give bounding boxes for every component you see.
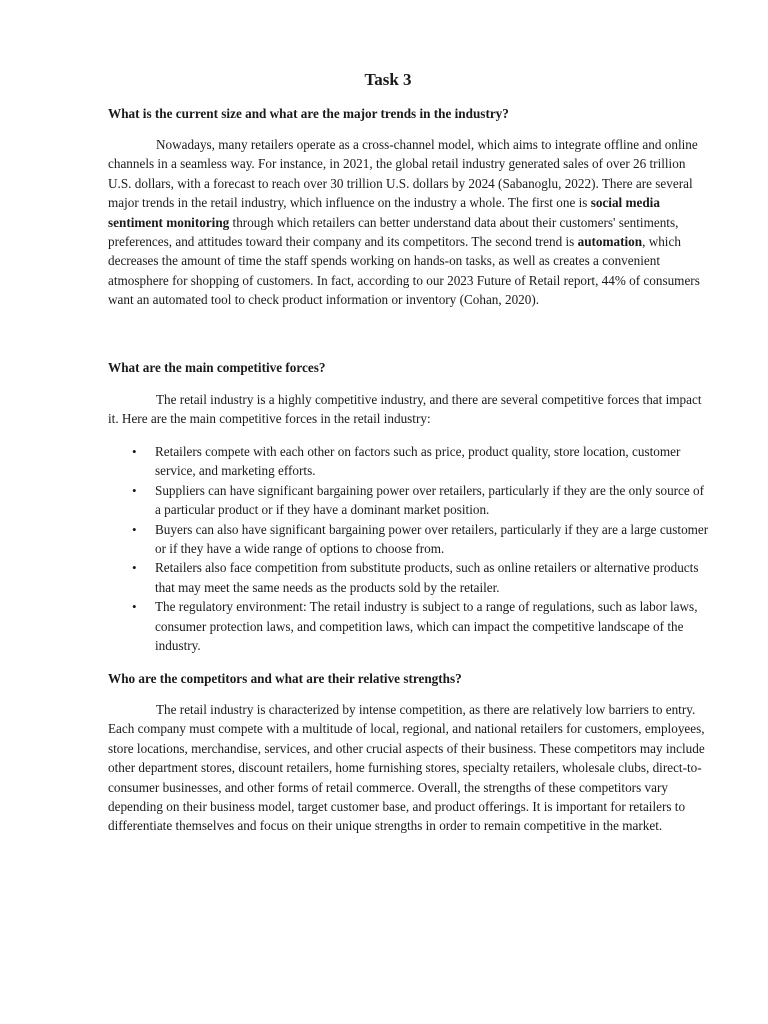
bullet-symbol: • bbox=[132, 560, 137, 576]
text-run: through which retailers can better understand data about their customers' sentiments, preferences, and attitudes toward their company and its competitors. The second trend is bbox=[108, 214, 679, 250]
list-item: • The regulatory environment: The retail industry is subject to a range of regulations, such as labor laws, consumer protection laws, and competition laws, which can impact the competitive landscape of the industry. bbox=[132, 599, 698, 654]
bold-term-automation: automation bbox=[577, 234, 643, 250]
bullet-symbol: • bbox=[132, 599, 137, 615]
bullet-symbol: • bbox=[132, 521, 137, 537]
bullet-symbol: • bbox=[132, 444, 137, 459]
paragraph-size-trends bbox=[108, 135, 706, 310]
paragraph-competitive-forces: The retail industry is a highly competitive industry, and there are several competitive forces that impact it. Here are the main competitive forces in the retail industry: bbox=[108, 392, 702, 427]
text-run: , which decreases the amount of time the staff spends working on hands-on tasks, as well as creates a convenient atmosphere for shopping of customers. In fact, according to our 2023 Future of Retail report, 44% of consumers want an automated tool to check product information or inventory (Cohan, 2020). bbox=[108, 234, 700, 308]
page-title: Task 3 bbox=[364, 70, 412, 89]
list-item: • Suppliers can have significant bargaining power over retailers, particularly if they are the only source of a particular product or if they have a dominant market position. bbox=[132, 482, 705, 518]
bold-term-social-media: social media sentiment monitoring bbox=[108, 195, 660, 230]
section-heading-size-trends: What is the current size and what are the major trends in the industry? bbox=[108, 106, 509, 121]
section-heading-competitors: Who are the competitors and what are their relative strengths? bbox=[108, 671, 462, 686]
list-item: • Retailers compete with each other on factors such as price, product quality, store location, customer service, and marketing efforts. bbox=[132, 444, 681, 479]
competitive-forces-list bbox=[108, 442, 712, 655]
section-heading-competitive-forces: What are the main competitive forces? bbox=[108, 360, 326, 375]
list-item: • Buyers can also have significant bargaining power over retailers, particularly if they are a large customer or if they have a wide range of options to choose from. bbox=[132, 521, 709, 557]
text-run: Nowadays, many retailers operate as a cross-channel model, which aims to integrate offline and online channels in a seamless way. For instance, in 2021, the global retail industry generated sales of over 26 trillion U.S. dollars, with a forecast to reach over 30 trillion U.S. dollars by 2024 (Sabanoglu, 2022). There are several major trends in the retail industry, which influence on the industry a whole. The first one is bbox=[108, 137, 698, 211]
list-item: • Retailers also face competition from substitute products, such as online retailers or alternative products that may meet the same needs as the products sold by the retailer. bbox=[132, 560, 699, 595]
bullet-symbol: • bbox=[132, 482, 137, 498]
paragraph-competitors: The retail industry is characterized by intense competition, as there are relatively low barriers to entry. Each company must compete with a multitude of local, regional, and national retailers for customers, employees, store locations, merchandise, services, and other crucial aspects of their business. These competitors may include other department stores, discount retailers, home furnishing stores, specialty retailers, wholesale clubs, direct-to-consumer businesses, and other forms of retail commerce. Overall, the strengths of these competitors vary depending on their business model, target customer base, and product offerings. It is important for retailers to differentiate themselves and focus on their unique strengths in order to remain competitive in the market. bbox=[108, 702, 705, 834]
